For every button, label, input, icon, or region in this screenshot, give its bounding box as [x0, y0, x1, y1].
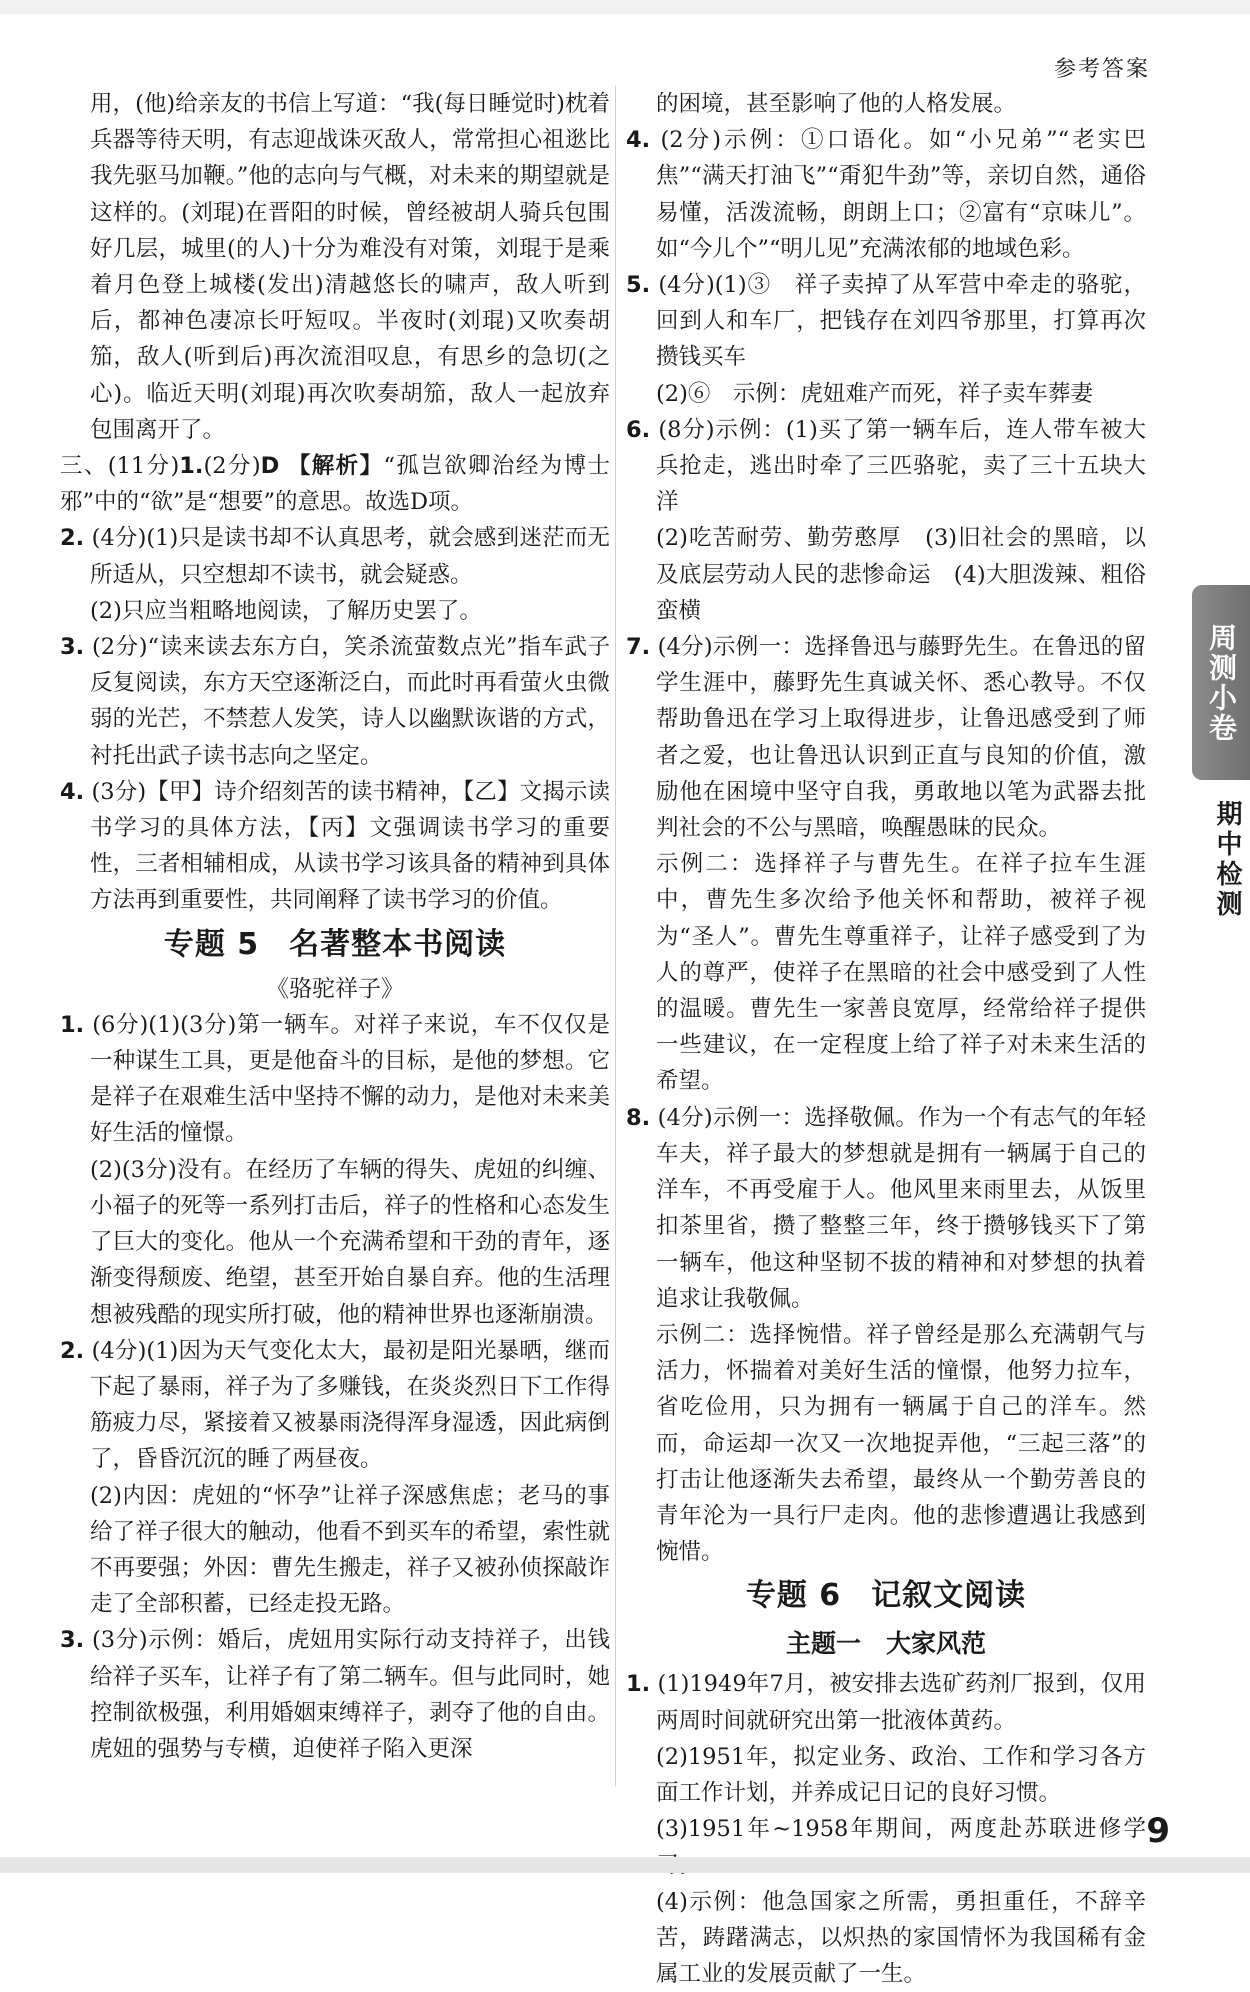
topic5-q5: [626, 267, 1146, 376]
section3-q4: [60, 774, 610, 919]
header-label: 参考答案: [1053, 57, 1150, 82]
topic5-name: 名著整本书阅读: [289, 926, 507, 962]
answer-text: (4分)示例一：选择鲁迅与藤野先生。在鲁迅的留学生涯中，藤野先生真诚关怀、悉心教导。不仅帮助鲁迅在学习上取得进步，让鲁迅感受到了师者之爱，也让鲁迅认识到正直与良知的价值，激励他在困境中坚守自我，勇敢地以笔为武器去批判社会的不公与黑暗，唤醒愚昧的民众。: [656, 634, 1147, 842]
topic5-q7b: 示例二：选择祥子与曹先生。在祥子拉车生涯中，曹先生多次给予他关怀和帮助，被祥子视为“圣人”。曹先生尊重祥子，让祥子感受到了为人的尊严，使祥子在黑暗的社会中感受到了人性的温暖。曹先生一家善良宽厚，经常给祥子提供一些建议，在一定程度上给了祥子对未来生活的希望。: [656, 851, 1146, 1095]
q-number: 8.: [626, 1104, 651, 1131]
section3-q3: [60, 629, 610, 774]
q-score: (2分): [203, 453, 261, 480]
q-number: 1.: [626, 1671, 651, 1698]
section3-prefix: 三、(11分): [60, 453, 180, 480]
column-divider: [615, 86, 616, 1786]
topic5-subtitle: 《骆驼祥子》: [266, 975, 404, 1002]
topic5-q1: [60, 1007, 610, 1152]
left-column: [60, 86, 610, 1767]
answer-text: (6分)(1)(3分)第一辆车。对祥子来说，车不仅仅是一种谋生工具，更是他奋斗的目标，是他的梦想。它是祥子在艰难生活中坚持不懈的动力，是他对未来美好生活的憧憬。: [90, 1011, 610, 1147]
top-shade: [0, 0, 1250, 14]
q-number: 1.: [60, 1011, 85, 1038]
q-number: 3.: [60, 1627, 85, 1654]
topic5-q3: [60, 1622, 610, 1767]
topic6-name: 记叙文阅读: [871, 1578, 1027, 1614]
topic5-title: [60, 919, 610, 971]
topic6-q1b: (2)1951年，拟定业务、政治、工作和学习各方面工作计划，并养成记日记的良好习惯。: [656, 1743, 1146, 1806]
q-number: 1.: [179, 453, 204, 480]
right-column: [626, 86, 1146, 1992]
topic5-q6: [626, 412, 1146, 521]
topic5-q2: [60, 1333, 610, 1478]
q-number: 6.: [626, 416, 651, 443]
topic6-q1c: (3)1951年~1958年期间，两度赴苏联进修学: [656, 1816, 1146, 1843]
answer-text: (4分)示例一：选择敬佩。作为一个有志气的年轻车夫，祥子最大的梦想就是拥有一辆属于自己的洋车，不再受雇于人。他风里来雨里去，从饭里扣茶里省，攒了整整三年，终于攒够钱买下了第一辆车，他这种坚韧不拔的精神和对梦想的执着追求让我敬佩。: [656, 1104, 1147, 1312]
answer-text: (2分)“读来读去东方白，笑杀流萤数点光”指车武子反复阅读，东方天空逐渐泛白，而此时再看萤火虫微弱的光芒，不禁惹人发笑，诗人以幽默诙谐的方式，衬托出武子读书志向之坚定。: [90, 634, 610, 769]
q-number: 7.: [626, 634, 651, 661]
side-label-midterm: 期中检测: [1212, 800, 1242, 920]
section3-q1: [60, 448, 610, 520]
answer-letter: D: [260, 453, 280, 480]
right-continuation: 的困境，甚至影响了他的人格发展。: [656, 91, 1017, 117]
answer-text: (1)1949年7月，被安排去选矿药剂厂报到，仅用两周时间就研究出第一批液体黄药。: [656, 1671, 1146, 1734]
side-tab-weekly-test[interactable]: 周测小卷: [1192, 585, 1250, 780]
answer-text: (4分)(1)③ 祥子卖掉了从军营中牵走的骆驼，回到人和车厂，把钱存在刘四爷那里，打算再次攒钱买车: [656, 272, 1146, 371]
topic5-q4: [626, 122, 1146, 267]
q-number: 2.: [60, 1337, 85, 1364]
section3-q2: [60, 520, 610, 592]
answer-text: (2分)示例：①口语化。如“小兄弟”“老实巴焦”“满天打油飞”“甭犯牛劲”等，亲切自然，通俗易懂，活泼流畅，朗朗上口；②富有“京味儿”。如“今儿个”“明儿见”充满浓郁的地域色彩。: [656, 127, 1146, 262]
topic6-title: [626, 1570, 1146, 1622]
q-number: 3.: [60, 634, 85, 661]
q-number: 5.: [626, 272, 651, 299]
topic5-number: 专题 5: [163, 926, 260, 962]
bottom-bar: [0, 1857, 1250, 1873]
answer-text: (4分)(1)因为天气变化太大，最初是阳光暴晒，继而下起了暴雨，祥子为了多赚钱，在炎炎烈日下工作得筋疲力尽，紧接着又被暴雨浇得浑身湿透，因此病倒了，昏昏沉沉的睡了两昼夜。: [90, 1337, 610, 1473]
topic5-q5b: (2)⑥ 示例：虎妞难产而死，祥子卖车葬妻: [656, 380, 1093, 407]
translation-continuation: 用，(他)给亲友的书信上写道：“我(每日睡觉时)枕着兵器等待天明，有志迎战诛灭敌人，常常担心祖逖比我先驱马加鞭。”他的志向与气概，对未来的期望就是这样的。(刘琨)在晋阳的时候，曾经被胡人骑兵包围好几层，城里(的人)十分为难没有对策，刘琨于是乘着月色登上城楼(发出)清越悠长的啸声，敌人听到后，都神色凄凉长吁短叹。半夜时(刘琨)又吹奏胡笳，敌人(听到后)再次流泪叹息，有思乡的急切(之心)。临近天明(刘琨)再次吹奏胡笳，敌人一起放弃包围离开了。: [90, 91, 610, 443]
analysis-tag: 【解析】: [287, 453, 384, 480]
topic6-q1: [626, 1666, 1146, 1738]
topic5-q1b: (2)(3分)没有。在经历了车辆的得失、虎妞的纠缠、小福子的死等一系列打击后，祥子的性格和心态发生了巨大的变化。他从一个充满希望和干劲的青年，逐渐变得颓废、绝望，甚至开始自暴自弃。他的生活理想被残酷的现实所打破，他的精神世界也逐渐崩溃。: [90, 1156, 610, 1328]
q-number: 4.: [60, 778, 85, 805]
topic5-q8b: 示例二：选择惋惜。祥子曾经是那么充满朝气与活力，怀揣着对美好生活的憧憬，他努力拉车，省吃俭用，只为拥有一辆属于自己的洋车。然而，命运却一次又一次地捉弄他，“三起三落”的打击让他逐渐失去希望，最终从一个勤劳善良的青年沦为一具行尸走肉。他的悲惨遭遇让我感到惋惜。: [656, 1321, 1146, 1566]
q-number: 2.: [60, 525, 85, 552]
topic6-subtitle: 主题一 大家风范: [785, 1629, 986, 1659]
topic5-q7: [626, 629, 1146, 846]
answer-text: (3分)【甲】诗介绍刻苦的读书精神，【乙】文揭示读书学习的具体方法，【丙】文强调读书学习的重要性，三者相辅相成，从读书学习该具备的精神到具体方法再到重要性，共同阐释了读书学习的价值。: [90, 778, 610, 914]
q-number: 4.: [626, 127, 651, 154]
page-number: 9: [1146, 1811, 1170, 1851]
topic5-q6b: (2)吃苦耐劳、勤劳憨厚 (3)旧社会的黑暗，以及底层劳动人民的悲惨命运 (4)大胆泼辣、粗俗蛮横: [656, 525, 1146, 624]
section3-q2b: (2)只应当粗略地阅读，了解历史罢了。: [90, 597, 482, 624]
topic6-q1d: (4)示例：他急国家之所需，勇担重任，不辞辛苦，踌躇满志，以炽热的家国情怀为我国稀有金属工业的发展贡献了一生。: [656, 1888, 1146, 1987]
topic5-q8: [626, 1100, 1146, 1317]
answer-text: (3分)示例：婚后，虎妞用实际行动支持祥子，出钱给祥子买车，让祥子有了第二辆车。但与此同时，她控制欲极强，利用婚姻束缚祥子，剥夺了他的自由。虎妞的强势与专横，迫使祥子陷入更深: [90, 1627, 611, 1762]
topic6-number: 专题 6: [745, 1578, 842, 1614]
topic5-q2b: (2)内因：虎妞的“怀孕”让祥子深感焦虑；老马的事给了祥子很大的触动，他看不到买车的希望，索性就不再要强；外因：曹先生搬走，祥子又被孙侦探敲诈走了全部积蓄，已经走投无路。: [90, 1482, 610, 1618]
answer-text: (4分)(1)只是读书却不认真思考，就会感到迷茫而无所适从，只空想却不读书，就会疑惑。: [90, 525, 610, 588]
answer-text: (8分)示例：(1)买了第一辆车后，连人带车被大兵抢走，逃出时牵了三匹骆驼，卖了三十五块大洋: [656, 416, 1146, 516]
analysis-text: “孤岂欲卿治经为博士邪”中的“欲”是“想要”的意思。故选D项。: [60, 453, 610, 516]
